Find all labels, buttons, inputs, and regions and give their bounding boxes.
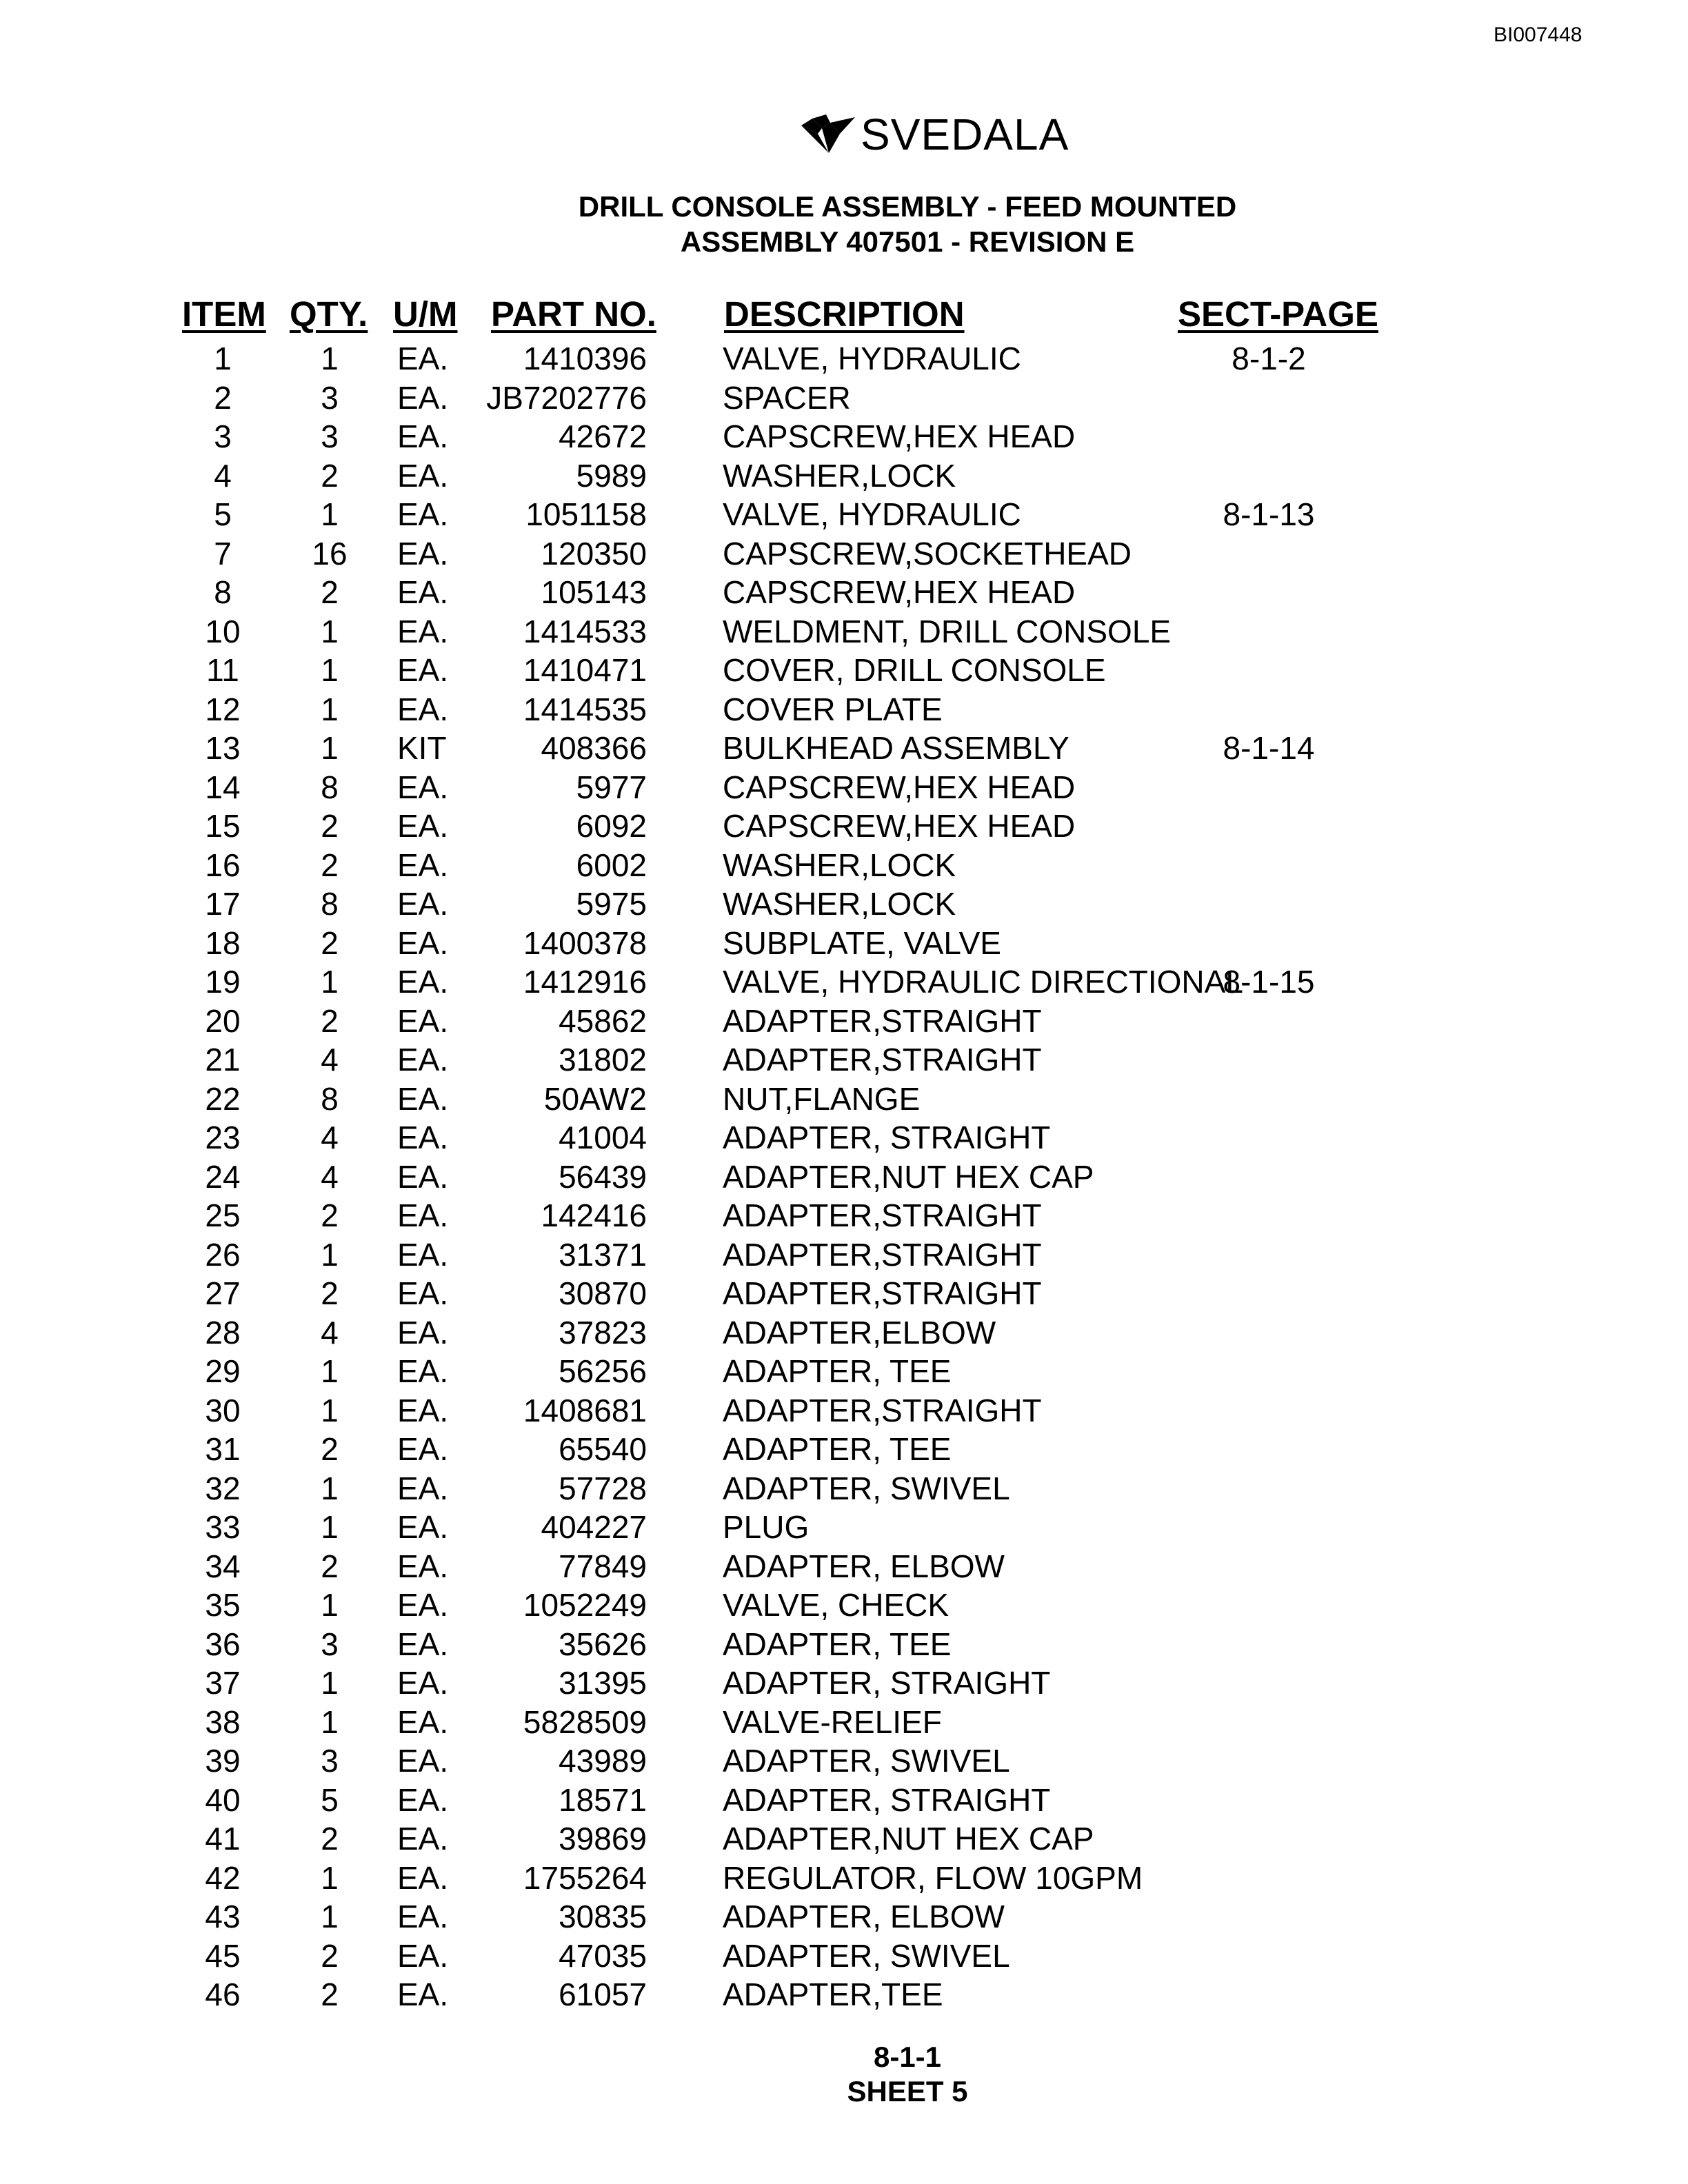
um-cell: EA. <box>397 1080 449 1117</box>
description-cell: VALVE, HYDRAULIC <box>723 496 1021 532</box>
um-cell: EA. <box>397 1158 449 1195</box>
description-cell: VALVE-RELIEF <box>723 1703 942 1740</box>
qty-cell: 1 <box>321 691 339 727</box>
part-no-cell: 5977 <box>576 769 647 805</box>
table-row <box>0 1352 1688 1391</box>
um-cell: EA. <box>397 535 449 572</box>
table-row <box>0 807 1688 845</box>
description-cell: ADAPTER,STRAIGHT <box>723 1236 1042 1273</box>
item-cell: 27 <box>205 1275 241 1311</box>
item-cell: 16 <box>205 847 241 883</box>
qty-cell: 2 <box>321 1197 339 1233</box>
um-cell: EA. <box>397 1197 449 1233</box>
part-no-cell: 65540 <box>559 1431 647 1467</box>
description-cell: CAPSCREW,HEX HEAD <box>723 574 1076 610</box>
um-cell: EA. <box>397 769 449 805</box>
description-cell: WASHER,LOCK <box>723 457 956 494</box>
item-cell: 5 <box>214 496 232 532</box>
um-cell: EA. <box>397 1509 449 1545</box>
part-no-cell: 39869 <box>559 1821 647 1857</box>
um-cell: EA. <box>397 1392 449 1428</box>
description-cell: CAPSCREW,HEX HEAD <box>723 769 1076 805</box>
table-row <box>0 1002 1688 1040</box>
sheet-number: SHEET 5 <box>847 2075 968 2107</box>
item-cell: 41 <box>205 1821 241 1857</box>
table-row <box>0 1819 1688 1858</box>
table-row <box>0 1781 1688 1819</box>
table-row <box>0 1430 1688 1468</box>
item-cell: 35 <box>205 1587 241 1623</box>
um-cell: EA. <box>397 886 449 922</box>
part-no-cell: 5975 <box>576 886 647 922</box>
um-cell: EA. <box>397 1314 449 1351</box>
table-row <box>0 651 1688 689</box>
um-cell: EA. <box>397 1859 449 1896</box>
description-cell: ADAPTER, TEE <box>723 1626 952 1662</box>
um-cell: EA. <box>397 1821 449 1857</box>
sect-page-cell: 8-1-2 <box>1232 341 1306 376</box>
item-cell: 42 <box>205 1859 241 1896</box>
description-cell: ADAPTER, TEE <box>723 1431 952 1467</box>
table-row <box>0 1157 1688 1196</box>
part-no-cell: 142416 <box>541 1197 647 1233</box>
um-cell: EA. <box>397 1353 449 1389</box>
description-cell: BULKHEAD ASSEMBLY <box>723 730 1069 766</box>
um-cell: EA. <box>397 418 449 454</box>
part-no-cell: 56256 <box>559 1353 647 1389</box>
table-row <box>0 1118 1688 1157</box>
item-cell: 33 <box>205 1509 241 1545</box>
table-row <box>0 417 1688 456</box>
qty-cell: 1 <box>321 1509 339 1545</box>
qty-cell: 2 <box>321 1976 339 2012</box>
description-cell: ADAPTER, STRAIGHT <box>723 1665 1051 1701</box>
item-cell: 18 <box>205 924 241 961</box>
qty-cell: 1 <box>321 1470 339 1506</box>
table-row <box>0 339 1688 378</box>
qty-cell: 3 <box>321 1626 339 1662</box>
sect-page-cell: 8-1-14 <box>1223 730 1315 766</box>
part-no-cell: 43989 <box>559 1743 647 1779</box>
qty-cell: 1 <box>321 341 339 376</box>
item-cell: 32 <box>205 1470 241 1506</box>
description-cell: ADAPTER,NUT HEX CAP <box>723 1158 1094 1195</box>
item-cell: 36 <box>205 1626 241 1662</box>
item-cell: 11 <box>206 652 239 688</box>
description-cell: SPACER <box>723 379 851 416</box>
part-no-cell: 31802 <box>559 1042 647 1078</box>
part-no-cell: 35626 <box>559 1626 647 1662</box>
um-cell: EA. <box>397 1587 449 1623</box>
part-no-cell: 1412916 <box>523 964 647 1000</box>
item-cell: 1 <box>214 341 232 376</box>
item-cell: 19 <box>205 964 241 1000</box>
table-row <box>0 378 1688 417</box>
um-cell: EA. <box>397 1899 449 1934</box>
um-cell: EA. <box>397 1002 449 1039</box>
qty-cell: 2 <box>321 574 339 610</box>
table-row <box>0 1741 1688 1780</box>
um-cell: KIT <box>397 730 447 766</box>
item-cell: 29 <box>205 1353 241 1389</box>
part-no-cell: 37823 <box>559 1314 647 1351</box>
document-title: DRILL CONSOLE ASSEMBLY - FEED MOUNTED <box>578 190 1237 223</box>
qty-cell: 1 <box>321 652 339 688</box>
description-cell: ADAPTER, SWIVEL <box>723 1743 1010 1779</box>
item-cell: 40 <box>205 1781 241 1818</box>
item-cell: 46 <box>205 1976 241 2012</box>
description-cell: COVER, DRILL CONSOLE <box>723 652 1106 688</box>
table-row <box>0 573 1688 611</box>
qty-cell: 1 <box>321 1703 339 1740</box>
description-cell: COVER PLATE <box>723 691 943 727</box>
qty-cell: 2 <box>321 1821 339 1857</box>
table-row <box>0 1508 1688 1546</box>
description-cell: WASHER,LOCK <box>723 847 956 883</box>
description-cell: ADAPTER, SWIVEL <box>723 1937 1010 1974</box>
qty-cell: 2 <box>321 847 339 883</box>
item-cell: 28 <box>205 1314 241 1351</box>
description-cell: REGULATOR, FLOW 10GPM <box>723 1859 1143 1896</box>
part-no-cell: 404227 <box>541 1509 647 1545</box>
part-no-cell: 408366 <box>541 730 647 766</box>
part-no-cell: 1410396 <box>523 341 647 376</box>
description-cell: ADAPTER, ELBOW <box>723 1899 1005 1934</box>
um-cell: EA. <box>397 1937 449 1974</box>
qty-cell: 2 <box>321 1002 339 1039</box>
qty-cell: 1 <box>321 1899 339 1934</box>
um-cell: EA. <box>397 1976 449 2012</box>
table-row <box>0 846 1688 884</box>
um-cell: EA. <box>397 1236 449 1273</box>
table-row <box>0 1274 1688 1313</box>
um-cell: EA. <box>397 1703 449 1740</box>
table-row <box>0 1040 1688 1079</box>
qty-cell: 1 <box>321 496 339 532</box>
um-cell: EA. <box>397 652 449 688</box>
part-no-cell: 1410471 <box>523 652 647 688</box>
part-no-cell: 1052249 <box>523 1587 647 1623</box>
table-row <box>0 729 1688 767</box>
qty-cell: 4 <box>321 1042 339 1078</box>
item-cell: 21 <box>205 1042 241 1078</box>
description-cell: CAPSCREW,HEX HEAD <box>723 418 1076 454</box>
table-row <box>0 1313 1688 1352</box>
sect-page-cell: 8-1-15 <box>1223 964 1315 1000</box>
qty-cell: 1 <box>321 1859 339 1896</box>
description-cell: ADAPTER, TEE <box>723 1353 952 1389</box>
table-row <box>0 690 1688 729</box>
part-no-cell: 50AW2 <box>543 1080 647 1117</box>
qty-cell: 1 <box>321 964 339 1000</box>
header-item: ITEM <box>182 294 266 334</box>
item-cell: 30 <box>205 1392 241 1428</box>
table-row <box>0 495 1688 534</box>
description-cell: ADAPTER,ELBOW <box>723 1314 996 1351</box>
um-cell: EA. <box>397 1743 449 1779</box>
item-cell: 2 <box>214 379 232 416</box>
um-cell: EA. <box>397 1548 449 1584</box>
table-row <box>0 1469 1688 1508</box>
table-row <box>0 962 1688 1001</box>
part-no-cell: 56439 <box>559 1158 647 1195</box>
um-cell: EA. <box>397 1275 449 1311</box>
part-no-cell: 41004 <box>559 1120 647 1155</box>
item-cell: 10 <box>205 613 241 649</box>
item-cell: 45 <box>205 1937 241 1974</box>
svedala-logo <box>798 109 1069 160</box>
part-no-cell: 1400378 <box>523 924 647 961</box>
item-cell: 39 <box>205 1743 241 1779</box>
part-no-cell: 30835 <box>559 1899 647 1934</box>
description-cell: WASHER,LOCK <box>723 886 956 922</box>
um-cell: EA. <box>397 691 449 727</box>
description-cell: VALVE, CHECK <box>723 1587 950 1623</box>
item-cell: 3 <box>214 418 232 454</box>
description-cell: NUT,FLANGE <box>723 1080 921 1117</box>
item-cell: 37 <box>205 1665 241 1701</box>
item-cell: 24 <box>205 1158 241 1195</box>
um-cell: EA. <box>397 964 449 1000</box>
table-row <box>0 1391 1688 1430</box>
um-cell: EA. <box>397 341 449 376</box>
part-no-cell: 5989 <box>576 457 647 494</box>
um-cell: EA. <box>397 613 449 649</box>
part-no-cell: 1414535 <box>523 691 647 727</box>
part-no-cell: 1051158 <box>525 496 647 532</box>
table-row <box>0 1937 1688 1975</box>
qty-cell: 1 <box>321 613 339 649</box>
part-no-cell: 57728 <box>559 1470 647 1506</box>
qty-cell: 1 <box>321 1587 339 1623</box>
qty-cell: 8 <box>321 1080 339 1117</box>
part-no-cell: 1414533 <box>523 613 647 649</box>
item-cell: 38 <box>205 1703 241 1740</box>
um-cell: EA. <box>397 1626 449 1662</box>
description-cell: ADAPTER, STRAIGHT <box>723 1120 1051 1155</box>
qty-cell: 2 <box>321 924 339 961</box>
header-description: DESCRIPTION <box>724 294 965 334</box>
description-cell: CAPSCREW,SOCKETHEAD <box>723 535 1132 572</box>
table-row <box>0 1586 1688 1624</box>
item-cell: 25 <box>205 1197 241 1233</box>
um-cell: EA. <box>397 1470 449 1506</box>
description-cell: ADAPTER,NUT HEX CAP <box>723 1821 1094 1857</box>
table-row <box>0 1235 1688 1274</box>
qty-cell: 3 <box>321 379 339 416</box>
logo-text: SVEDALA <box>861 110 1069 159</box>
item-cell: 23 <box>205 1120 241 1155</box>
description-cell: ADAPTER,STRAIGHT <box>723 1392 1042 1428</box>
part-no-cell: 18571 <box>559 1781 647 1818</box>
description-cell: VALVE, HYDRAULIC <box>723 341 1021 376</box>
item-cell: 26 <box>205 1236 241 1273</box>
um-cell: EA. <box>397 1120 449 1155</box>
um-cell: EA. <box>397 1431 449 1467</box>
part-no-cell: 31371 <box>559 1236 647 1273</box>
qty-cell: 3 <box>321 418 339 454</box>
description-cell: ADAPTER, STRAIGHT <box>723 1781 1051 1818</box>
um-cell: EA. <box>397 1781 449 1818</box>
table-row <box>0 768 1688 807</box>
um-cell: EA. <box>397 1042 449 1078</box>
description-cell: ADAPTER,STRAIGHT <box>723 1275 1042 1311</box>
item-cell: 17 <box>205 886 241 922</box>
table-row <box>0 1897 1688 1936</box>
qty-cell: 8 <box>321 886 339 922</box>
document-id: BI007448 <box>1494 23 1582 46</box>
item-cell: 14 <box>205 769 241 805</box>
item-cell: 12 <box>205 691 241 727</box>
qty-cell: 2 <box>321 1275 339 1311</box>
item-cell: 4 <box>214 457 232 494</box>
header-qty: QTY. <box>290 294 368 334</box>
item-cell: 20 <box>205 1002 241 1039</box>
part-no-cell: 61057 <box>559 1976 647 2012</box>
item-cell: 34 <box>205 1548 241 1584</box>
qty-cell: 2 <box>321 457 339 494</box>
qty-cell: 1 <box>321 1392 339 1428</box>
table-row <box>0 1196 1688 1235</box>
qty-cell: 5 <box>321 1781 339 1818</box>
um-cell: EA. <box>397 808 449 844</box>
qty-cell: 1 <box>321 1236 339 1273</box>
description-cell: PLUG <box>723 1509 810 1545</box>
table-row <box>0 1547 1688 1586</box>
qty-cell: 1 <box>321 1665 339 1701</box>
table-row <box>0 1664 1688 1702</box>
item-cell: 22 <box>205 1080 241 1117</box>
item-cell: 15 <box>205 808 241 844</box>
qty-cell: 3 <box>321 1743 339 1779</box>
qty-cell: 8 <box>321 769 339 805</box>
description-cell: ADAPTER, SWIVEL <box>723 1470 1010 1506</box>
um-cell: EA. <box>397 1665 449 1701</box>
qty-cell: 2 <box>321 1431 339 1467</box>
part-no-cell: 1408681 <box>523 1392 647 1428</box>
qty-cell: 4 <box>321 1314 339 1351</box>
um-cell: EA. <box>397 496 449 532</box>
assembly-subtitle: ASSEMBLY 407501 - REVISION E <box>680 225 1135 258</box>
part-no-cell: 5828509 <box>523 1703 647 1740</box>
table-row <box>0 1975 1688 2014</box>
header-part-no: PART NO. <box>491 294 656 334</box>
table-row <box>0 456 1688 495</box>
qty-cell: 2 <box>321 1937 339 1974</box>
qty-cell: 4 <box>321 1120 339 1155</box>
um-cell: EA. <box>397 574 449 610</box>
description-cell: ADAPTER, ELBOW <box>723 1548 1005 1584</box>
sect-page-cell: 8-1-13 <box>1223 496 1315 532</box>
part-no-cell: 30870 <box>559 1275 647 1311</box>
qty-cell: 1 <box>321 1353 339 1389</box>
part-no-cell: 105143 <box>541 574 647 610</box>
part-no-cell: JB7202776 <box>486 379 647 416</box>
description-cell: ADAPTER,TEE <box>723 1976 943 2012</box>
table-row <box>0 884 1688 923</box>
um-cell: EA. <box>397 847 449 883</box>
table-row <box>0 1859 1688 1897</box>
table-row <box>0 1703 1688 1741</box>
table-row <box>0 1625 1688 1664</box>
header-um: U/M <box>393 294 458 334</box>
item-cell: 8 <box>214 574 232 610</box>
page-number: 8-1-1 <box>873 2041 942 2073</box>
part-no-cell: 47035 <box>559 1937 647 1974</box>
table-row <box>0 612 1688 651</box>
um-cell: EA. <box>397 379 449 416</box>
part-no-cell: 120350 <box>541 535 647 572</box>
qty-cell: 2 <box>321 808 339 844</box>
description-cell: SUBPLATE, VALVE <box>723 924 1001 961</box>
part-no-cell: 45862 <box>559 1002 647 1039</box>
description-cell: ADAPTER,STRAIGHT <box>723 1042 1042 1078</box>
description-cell: ADAPTER,STRAIGHT <box>723 1002 1042 1039</box>
part-no-cell: 6092 <box>576 808 647 844</box>
description-cell: VALVE, HYDRAULIC DIRECTIONAL <box>723 964 1243 1000</box>
item-cell: 31 <box>205 1431 241 1467</box>
item-cell: 13 <box>205 730 241 766</box>
qty-cell: 1 <box>321 730 339 766</box>
um-cell: EA. <box>397 924 449 961</box>
table-row <box>0 534 1688 573</box>
part-no-cell: 31395 <box>559 1665 647 1701</box>
part-no-cell: 42672 <box>559 418 647 454</box>
part-no-cell: 1755264 <box>523 1859 647 1896</box>
description-cell: ADAPTER,STRAIGHT <box>723 1197 1042 1233</box>
qty-cell: 4 <box>321 1158 339 1195</box>
table-row <box>0 924 1688 962</box>
item-cell: 7 <box>214 535 232 572</box>
svedala-logo-mark-icon <box>798 113 858 156</box>
part-no-cell: 6002 <box>576 847 647 883</box>
qty-cell: 16 <box>312 535 348 572</box>
qty-cell: 2 <box>321 1548 339 1584</box>
table-row <box>0 1080 1688 1118</box>
header-sect-page: SECT-PAGE <box>1178 294 1378 334</box>
description-cell: CAPSCREW,HEX HEAD <box>723 808 1076 844</box>
item-cell: 43 <box>205 1899 241 1934</box>
um-cell: EA. <box>397 457 449 494</box>
description-cell: WELDMENT, DRILL CONSOLE <box>723 613 1172 649</box>
part-no-cell: 77849 <box>559 1548 647 1584</box>
